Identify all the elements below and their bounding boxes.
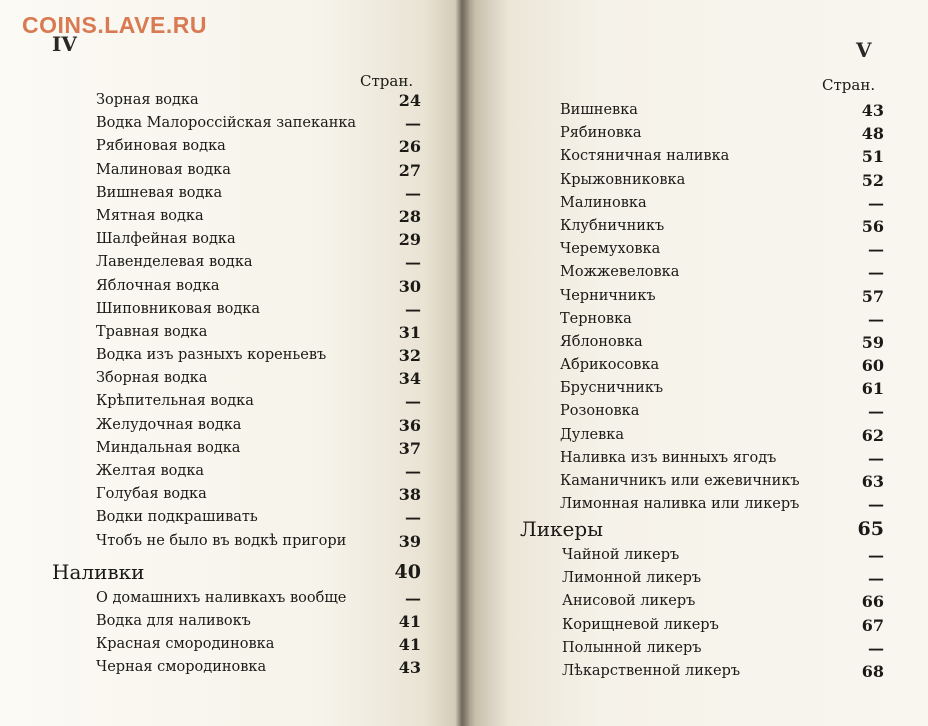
toc-entry-page-number: —	[868, 495, 884, 515]
toc-entry-title: Желудочная водка	[96, 416, 242, 433]
toc-entry-page-number: —	[868, 448, 884, 468]
toc-entry-page-number: —	[868, 263, 884, 283]
toc-entry	[96, 414, 421, 437]
toc-entry-title: О домашнихъ наливкахъ вообще	[96, 589, 347, 606]
toc-entry-title: Лѣкарственной ликеръ	[562, 662, 741, 679]
toc-entry-page-number: 67	[861, 615, 884, 635]
toc-entry-page-number: 32	[398, 346, 421, 366]
toc-entry-title: Каманичникъ или ежевичникъ	[560, 473, 800, 489]
toc-entry	[96, 251, 421, 274]
toc-entry	[560, 169, 884, 192]
toc-entry	[96, 437, 421, 460]
toc-entry	[96, 112, 421, 135]
toc-entry	[96, 182, 421, 205]
toc-entry-page-number: —	[405, 253, 421, 273]
toc-entry-page-number: 57	[861, 286, 884, 306]
toc-entry-title: Ликеры	[520, 517, 604, 541]
toc-entry-page-number: —	[405, 114, 421, 134]
toc-entry	[520, 637, 884, 660]
toc-entry-title: Черемуховка	[560, 241, 661, 258]
toc-entry-title: Лимонной ликеръ	[562, 570, 702, 587]
toc-entry-page-number: —	[405, 392, 421, 412]
toc-entry	[560, 215, 884, 238]
toc-entry-page-number: 59	[861, 332, 884, 352]
toc-entry-page-number: —	[868, 569, 884, 589]
toc-entry-page-number: —	[868, 193, 884, 213]
toc-entry	[560, 331, 884, 354]
toc-entry-title: Красная смородиновка	[96, 636, 275, 653]
toc-entry-title: Рябиновка	[560, 125, 642, 142]
toc-section-heading	[520, 514, 884, 544]
toc-entry-title: Можжевеловка	[560, 264, 680, 281]
toc-entry-title: Черничникъ	[560, 287, 656, 304]
toc-entry-page-number: —	[405, 588, 421, 608]
toc-entry-page-number: 41	[398, 635, 421, 655]
left-toc-list	[52, 89, 421, 680]
toc-entry	[560, 261, 884, 284]
toc-entry-page-number: 37	[398, 438, 421, 458]
toc-entry	[560, 470, 884, 493]
toc-entry	[96, 633, 421, 656]
toc-entry-title: Малиновая водка	[96, 161, 231, 178]
toc-entry-page-number: 41	[398, 611, 421, 631]
toc-entry-title: Желтая водка	[96, 463, 205, 479]
toc-entry-title: Яблочная водка	[96, 277, 220, 294]
toc-entry-title: Шалфейная водка	[96, 231, 236, 248]
toc-entry-page-number: 68	[861, 661, 884, 681]
toc-entry-page-number: 30	[398, 276, 421, 296]
toc-entry-page-number: 31	[398, 322, 421, 342]
toc-entry-title: Зборная водка	[96, 370, 208, 387]
toc-entry-title: Водка Малороссійская запеканка	[96, 115, 357, 132]
toc-entry	[560, 354, 884, 377]
toc-entry	[560, 285, 884, 308]
toc-entry-page-number: 36	[398, 415, 421, 435]
toc-entry	[560, 493, 884, 516]
toc-entry-title: Водка для наливокъ	[96, 612, 251, 629]
right-page-column-head: Стран.	[822, 76, 876, 94]
toc-entry-title: Абрикосовка	[560, 357, 660, 374]
toc-entry	[96, 367, 421, 390]
toc-entry-title: Чтобъ не было въ водкѣ пригори	[96, 532, 347, 549]
toc-entry-title: Травная водка	[96, 323, 208, 340]
toc-entry-page-number: 52	[861, 170, 884, 190]
toc-entry-title: Водка изъ разныхъ кореньевъ	[96, 347, 327, 364]
toc-entry-page-number: 62	[861, 425, 884, 445]
toc-entry-page-number: —	[868, 638, 884, 658]
toc-entry-page-number: 63	[861, 472, 884, 491]
toc-entry-page-number: —	[405, 183, 421, 203]
left-page-column-head: Стран.	[360, 72, 414, 90]
toc-entry-title: Корищневой ликеръ	[562, 616, 719, 633]
toc-entry-page-number: —	[868, 240, 884, 260]
toc-entry	[560, 377, 884, 400]
toc-entry	[96, 298, 421, 321]
toc-entry	[560, 99, 884, 122]
toc-entry-page-number: 65	[857, 518, 884, 540]
toc-entry-page-number: —	[868, 402, 884, 422]
toc-entry	[96, 587, 421, 610]
book-gutter	[455, 0, 469, 726]
toc-entry-title: Рябиновая водка	[96, 138, 226, 155]
toc-entry-page-number: 27	[398, 160, 421, 180]
toc-entry-title: Брусничникъ	[560, 380, 664, 397]
toc-entry	[520, 567, 884, 590]
toc-entry-title: Крѣпительная водка	[96, 393, 254, 410]
toc-entry	[96, 159, 421, 182]
toc-entry-page-number: —	[868, 309, 884, 329]
toc-entry	[560, 238, 884, 261]
right-page-folio: V	[856, 38, 872, 62]
toc-entry-page-number: 40	[394, 560, 421, 583]
toc-entry-page-number: —	[868, 546, 884, 565]
toc-entry-page-number: 26	[398, 137, 421, 157]
toc-entry-page-number: —	[405, 299, 421, 319]
toc-entry-title: Шиповниковая водка	[96, 300, 260, 317]
toc-entry	[96, 530, 421, 553]
toc-entry-title: Малиновка	[560, 194, 647, 211]
toc-entry-title: Дулевка	[560, 426, 624, 443]
toc-entry	[96, 135, 421, 158]
toc-entry	[560, 122, 884, 145]
toc-entry-page-number: 60	[861, 356, 884, 376]
toc-entry	[96, 89, 421, 112]
toc-entry-title: Лавенделевая водка	[96, 254, 253, 271]
toc-entry-title: Яблоновка	[560, 333, 643, 350]
toc-entry	[96, 321, 421, 344]
toc-entry-title: Терновка	[560, 310, 632, 327]
toc-entry	[520, 590, 884, 613]
toc-entry-title: Мятная водка	[96, 207, 204, 224]
left-page-folio: IV	[52, 32, 77, 56]
toc-entry-page-number: 24	[398, 91, 421, 110]
right-toc-list	[560, 99, 884, 516]
toc-entry	[96, 228, 421, 251]
toc-entry	[96, 460, 421, 483]
toc-entry	[560, 192, 884, 215]
toc-entry-page-number: 28	[398, 206, 421, 226]
toc-entry-page-number: —	[405, 462, 421, 481]
toc-entry-title: Крыжовниковка	[560, 171, 686, 188]
toc-entry-title: Наливки	[52, 559, 145, 584]
toc-entry-title: Розоновка	[560, 403, 640, 420]
right-toc-liqueurs	[520, 514, 884, 683]
toc-entry-title: Чайной ликеръ	[562, 547, 680, 563]
toc-entry	[520, 544, 884, 567]
toc-entry	[560, 447, 884, 470]
toc-entry-title: Клубничникъ	[560, 217, 665, 234]
toc-entry-title: Вишневка	[560, 102, 638, 118]
toc-entry-title: Костяничная наливка	[560, 148, 730, 165]
toc-entry-title: Вишневая водка	[96, 184, 223, 201]
toc-entry	[560, 145, 884, 168]
toc-entry-page-number: 43	[398, 658, 421, 678]
toc-entry-title: Зорная водка	[96, 92, 199, 108]
toc-entry-page-number: 66	[861, 592, 884, 612]
site-watermark: COINS.LAVE.RU	[22, 12, 207, 38]
toc-entry	[96, 205, 421, 228]
toc-entry	[520, 660, 884, 683]
toc-entry-title: Анисовой ликеръ	[562, 593, 696, 610]
toc-entry-title: Миндальная водка	[96, 439, 241, 456]
toc-entry-page-number: 56	[861, 216, 884, 236]
toc-entry	[96, 344, 421, 367]
toc-entry-title: Водки подкрашивать	[96, 509, 258, 526]
toc-entry-title: Наливка изъ винныхъ ягодъ	[560, 449, 777, 466]
toc-entry	[96, 390, 421, 413]
toc-entry	[560, 424, 884, 447]
toc-entry-page-number: 38	[398, 485, 421, 505]
toc-entry-page-number: 48	[861, 124, 884, 144]
toc-entry-page-number: 39	[398, 531, 421, 551]
toc-entry-page-number: 29	[398, 230, 421, 250]
toc-entry	[560, 308, 884, 331]
toc-entry-title: Лимонная наливка или ликеръ	[560, 496, 800, 513]
toc-entry	[96, 483, 421, 506]
toc-entry	[96, 610, 421, 633]
toc-entry	[520, 614, 884, 637]
toc-entry-title: Полынной ликеръ	[562, 639, 702, 656]
toc-section-heading	[52, 557, 421, 587]
toc-entry	[560, 400, 884, 423]
toc-entry-page-number: 51	[861, 147, 884, 167]
toc-entry-page-number: 43	[861, 101, 884, 120]
toc-entry-page-number: —	[405, 508, 421, 528]
toc-entry-title: Черная смородиновка	[96, 659, 267, 676]
toc-entry-page-number: 34	[398, 369, 421, 389]
toc-entry-title: Голубая водка	[96, 486, 207, 503]
toc-entry-page-number: 61	[861, 379, 884, 399]
toc-entry	[96, 656, 421, 679]
toc-entry	[96, 275, 421, 298]
toc-entry	[96, 506, 421, 529]
